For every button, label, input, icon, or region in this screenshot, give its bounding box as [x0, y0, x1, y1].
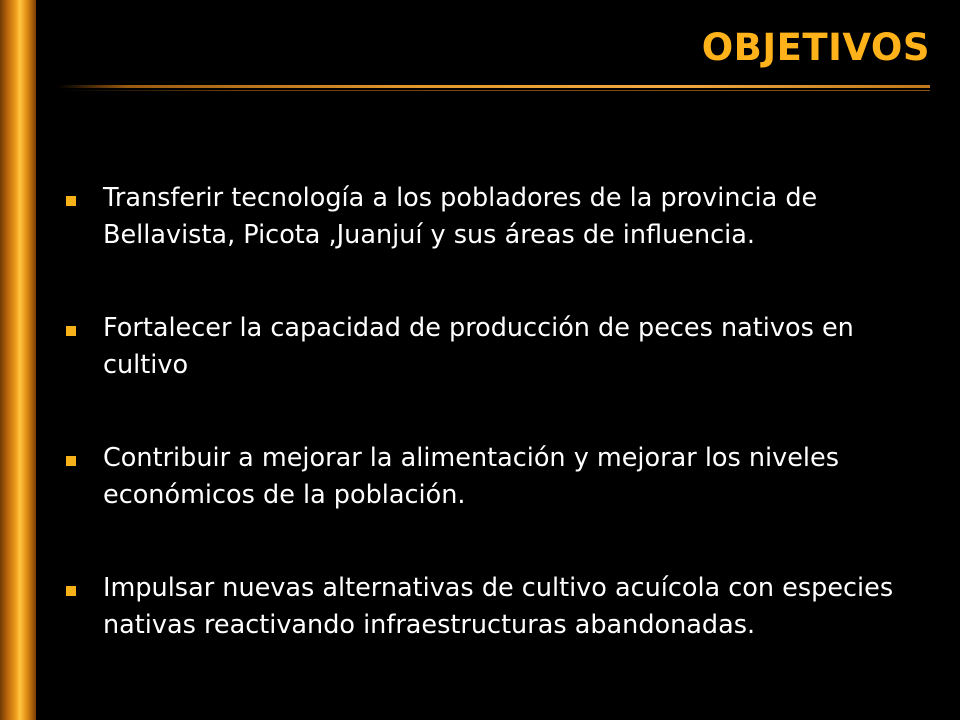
left-decorative-bar	[0, 0, 36, 720]
square-bullet-icon	[66, 456, 76, 466]
list-item	[66, 310, 936, 384]
objectives-list	[66, 180, 936, 644]
title-underline-shadow	[58, 90, 930, 91]
square-bullet-icon	[66, 196, 76, 206]
slide-title: OBJETIVOS	[701, 26, 930, 69]
square-bullet-icon	[66, 586, 76, 596]
list-item	[66, 180, 936, 254]
list-item	[66, 570, 936, 644]
bullet-text: Impulsar nuevas alternativas de cultivo acuícola con especies nativas reactivando infraestructuras abandonadas.	[103, 573, 894, 640]
title-underline	[58, 85, 930, 88]
list-item	[66, 440, 936, 514]
square-bullet-icon	[66, 326, 76, 336]
bullet-text: Transferir tecnología a los pobladores de la provincia de Bellavista, Picota ,Juanjuí y sus áreas de influencia.	[103, 183, 818, 250]
bullet-text: Fortalecer la capacidad de producción de peces nativos en cultivo	[103, 313, 854, 380]
bullet-text: Contribuir a mejorar la alimentación y mejorar los niveles económicos de la población.	[103, 443, 839, 510]
